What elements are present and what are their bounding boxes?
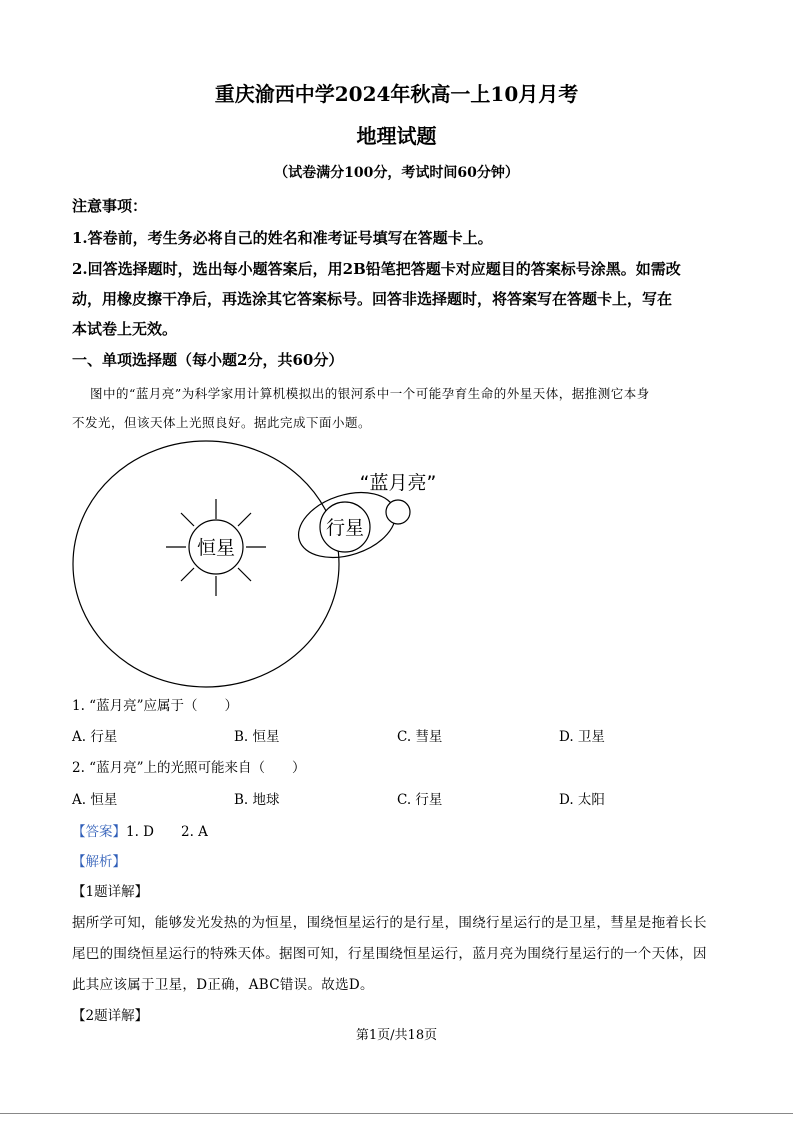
- question-1-option-a: A. 行星: [72, 729, 118, 745]
- exam-title: 重庆渝西中学2024年秋高一上10月月考: [214, 82, 579, 106]
- question-1-stem: 1. “蓝月亮”应属于（ ）: [72, 698, 238, 714]
- moon-circle: [386, 500, 410, 524]
- exam-subtitle: 地理试题: [356, 124, 437, 148]
- intro-line-1: 图中的“蓝月亮”为科学家用计算机模拟出的银河系中一个可能孕育生命的外星天体，据推测它本身: [90, 386, 650, 401]
- exam-meta: （试卷满分100分，考试时间60分钟）: [274, 165, 519, 181]
- detail-2-heading: 【2题详解】: [72, 1008, 149, 1024]
- section-heading: 一、单项选择题（每小题2分，共60分）: [72, 351, 344, 369]
- question-2-option-b: B. 地球: [234, 792, 280, 808]
- question-1-option-b: B. 恒星: [234, 729, 280, 745]
- question-1-option-c: C. 彗星: [397, 729, 443, 745]
- answer-row: [72, 820, 208, 840]
- planet-label: 行星: [325, 517, 365, 539]
- notice-item-2-line-2: 动，用橡皮擦干净后，再选涂其它答案标号。回答非选择题时，将答案写在答题卡上，写在: [72, 290, 673, 308]
- notice-item-2-line-1: 2.回答选择题时，选出每小题答案后，用2B铅笔把答题卡对应题目的答案标号涂黑。如需改: [72, 260, 681, 278]
- moon-label: “蓝月亮”: [359, 472, 437, 494]
- question-1-option-d: D. 卫星: [559, 729, 605, 745]
- star-label: 恒星: [196, 537, 236, 559]
- notice-heading: 注意事项：: [72, 197, 148, 215]
- detail-1-line-1: 据所学可知，能够发光发热的为恒星，围绕恒星运行的是行星，围绕行星运行的是卫星，彗星是拖着长长: [72, 915, 707, 931]
- detail-1-line-3: 此其应该属于卫星，D正确，ABC错误。故选D。: [72, 977, 374, 993]
- bottom-divider: [0, 1113, 793, 1114]
- answer-value: 1. D 2. A: [126, 824, 208, 840]
- notice-item-2-line-3: 本试卷上无效。: [72, 320, 178, 338]
- notice-item-1: 1.答卷前，考生务必将自己的姓名和准考证号填写在答题卡上。: [72, 229, 493, 247]
- detail-1-line-2: 尾巴的围绕恒星运行的特殊天体。据图可知，行星围绕恒星运行，蓝月亮为围绕行星运行的一个天体，因: [72, 946, 707, 962]
- answer-label: 【答案】: [72, 824, 126, 840]
- page-number: 第1页/共18页: [355, 1028, 438, 1043]
- question-2-option-c: C. 行星: [397, 792, 443, 808]
- question-2-option-d: D. 太阳: [559, 792, 605, 808]
- question-2-stem: 2. “蓝月亮”上的光照可能来自（ ）: [72, 760, 306, 776]
- detail-1-heading: 【1题详解】: [72, 884, 149, 900]
- orbit-diagram: [72, 435, 452, 695]
- analysis-label: 【解析】: [72, 854, 126, 870]
- question-2-option-a: A. 恒星: [72, 792, 118, 808]
- intro-line-2: 不发光，但该天体上光照良好。据此完成下面小题。: [72, 415, 372, 430]
